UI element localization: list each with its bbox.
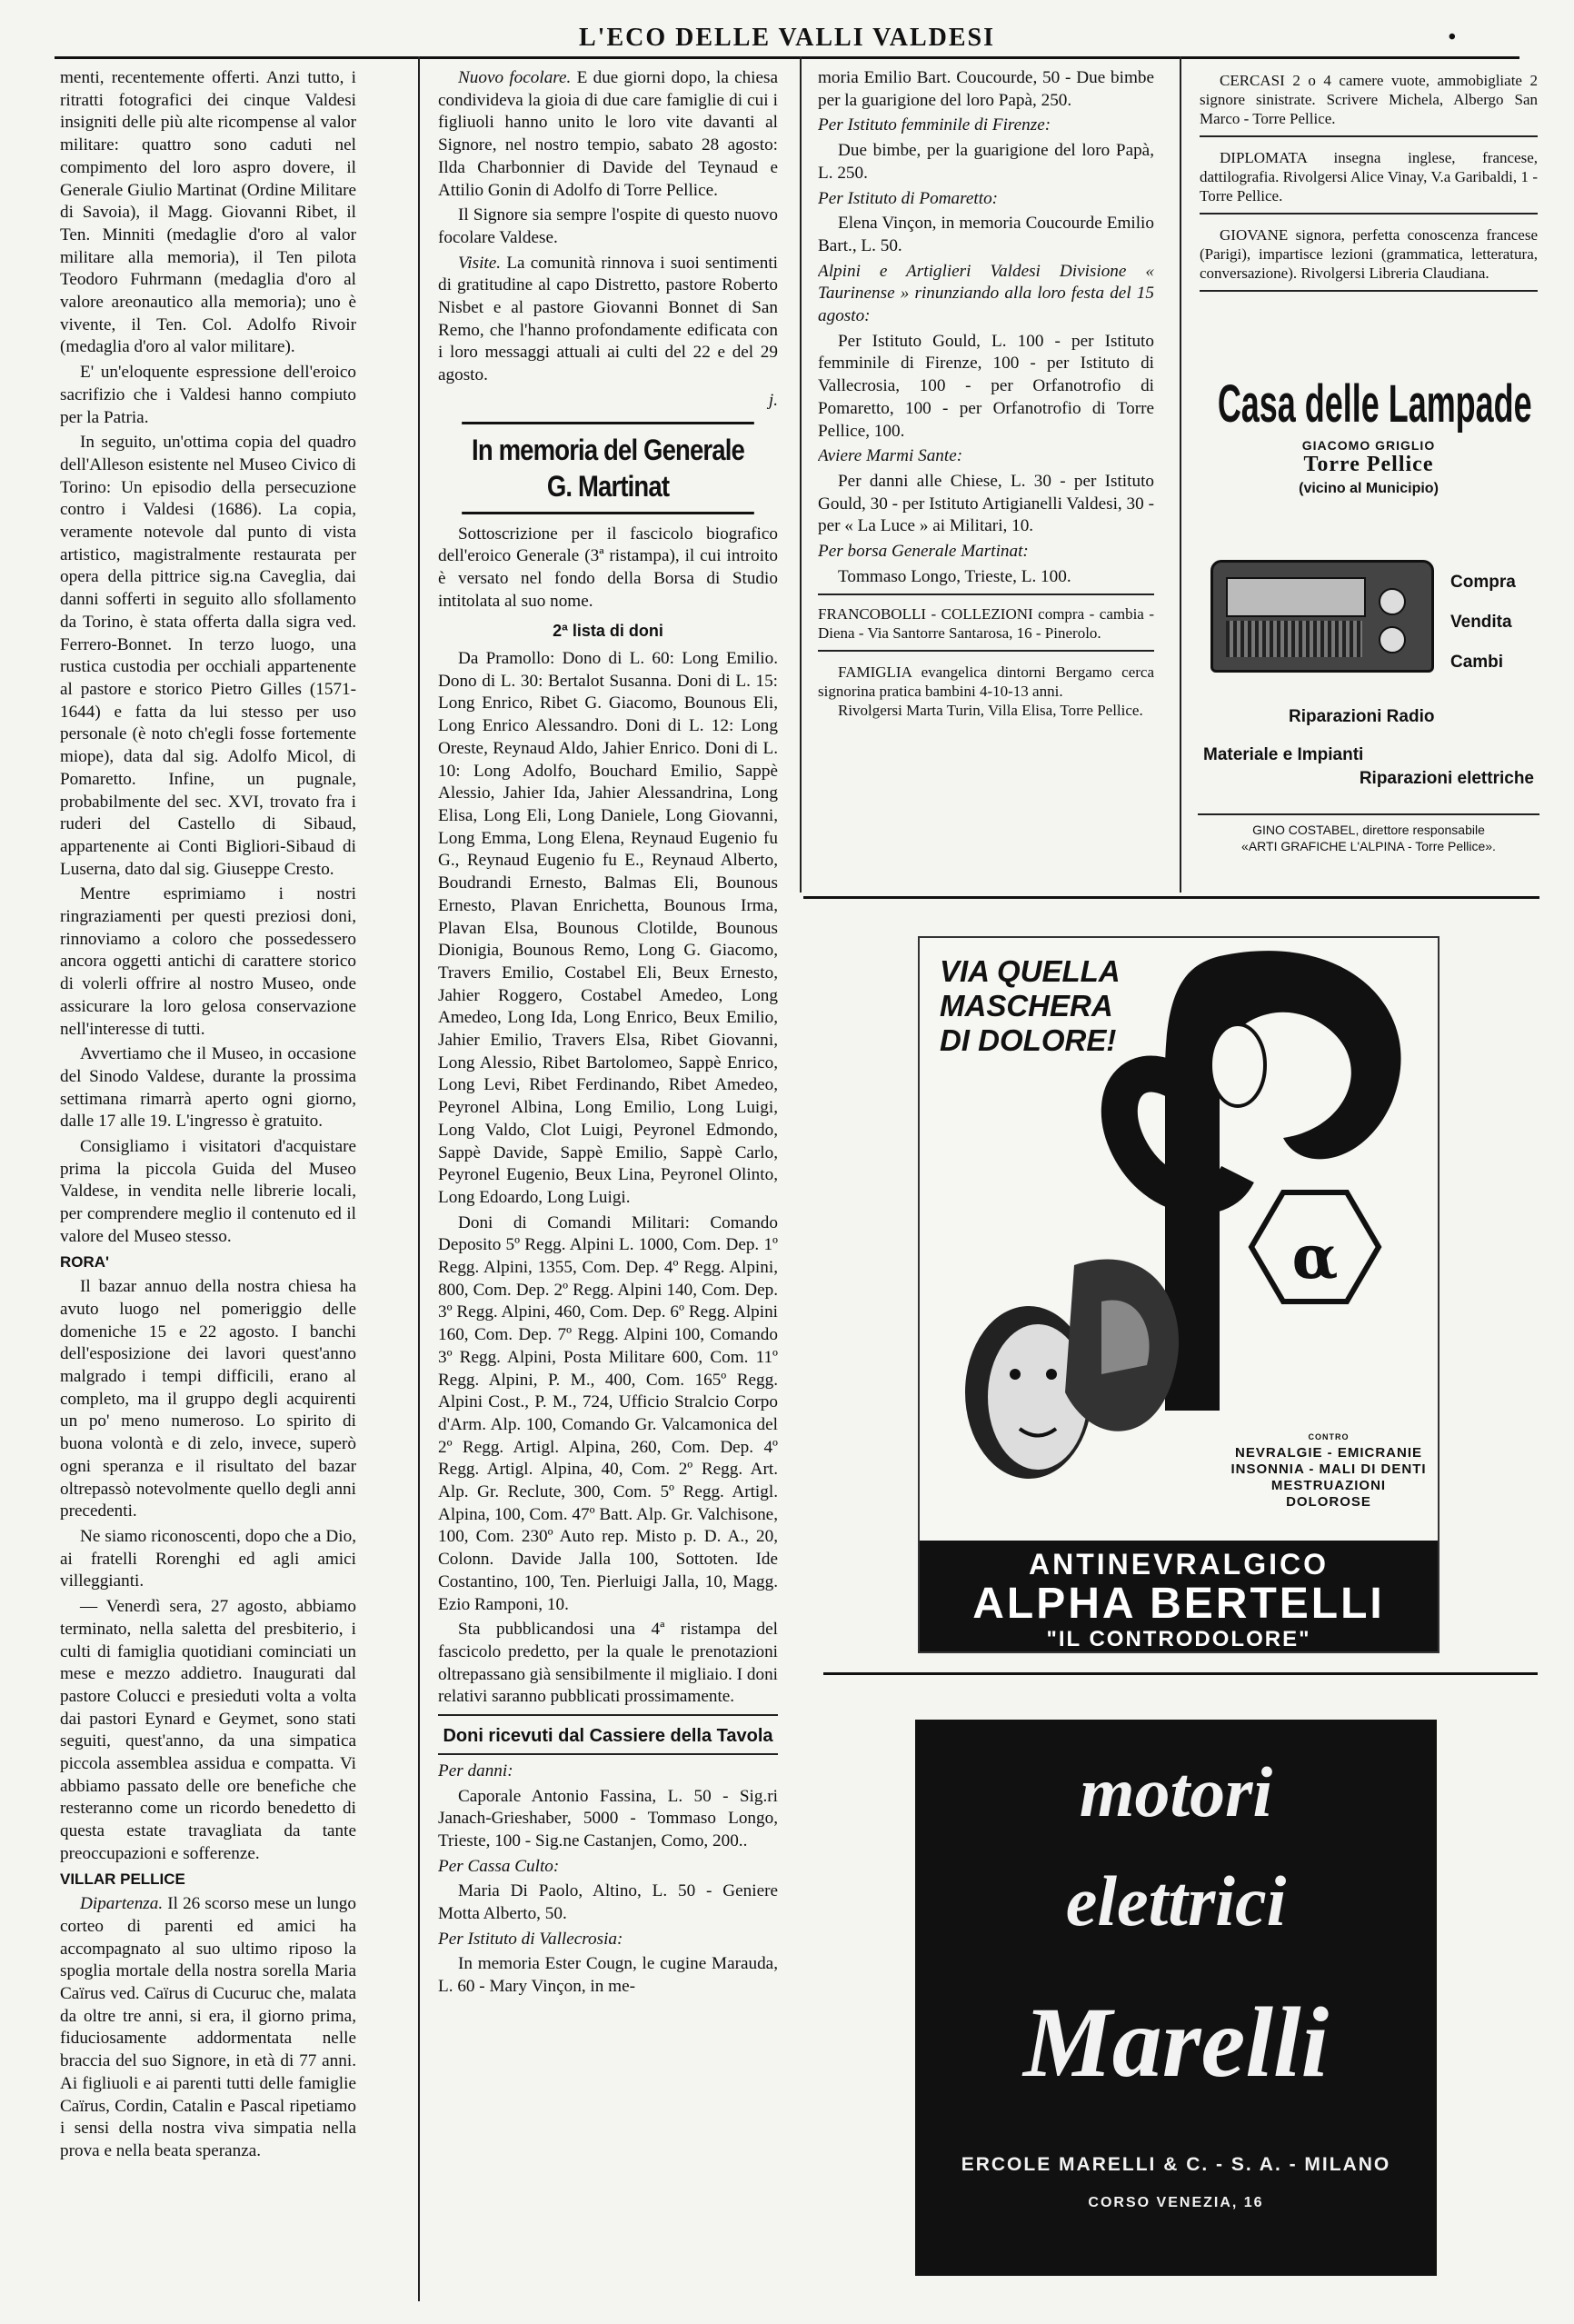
donation-entry: Maria Di Paolo, Altino, L. 50 - Geniere Motta Alberto, 50. [438,1881,778,1924]
lamp-ad-buy: Compra [1450,573,1516,592]
article-paragraph: In seguito, un'ottima copia del quadro dell'Alleson esistente nel Museo Civico di Torino: Un episodio della persecuzione contro i Valdesi (1686). La copia, veramente notevole dal punto di vista artistico, magistralmente restaurata per opera della pittrice sig.na Caveglia, dai danni sofferti in seguito allo sfollamento da Torino, è stata offerta dalla sigra ved. Ferrero-Bonnet. In terzo luogo, una rustica custodia per occhiali appartenente al pastore e storico Pietro Gilles (1571-1644) e fatta da lui stesso per uso personale (è noto ch'egli fosse fortemente miope), data dal sig. Adolfo Micol, di Pomaretto. Infine, un pugnale, probabilmente del sec. XVI, trovato fra i ruderi del Castello di Sibaud, appartenente ai Conti Bigliori-Sibaud di Luserna, dato dal sig. Giuseppe Cresto. [60,433,356,879]
radio-grille [1226,621,1362,657]
casa-delle-lampade-ad [1198,374,1539,802]
donation-category: Aviere Marmi Sante: [818,446,963,466]
lamp-ad-sell: Vendita [1450,613,1512,632]
section-rule [803,896,1539,899]
alpha-indications [1229,1429,1429,1511]
paragraph-lead: Nuovo focolare. [458,68,572,87]
paragraph-body: La comunità rinnova i suoi sentimenti di gratitudine al capo Distretto, pastore Roberto Nisbet e al pastore Giovanni Bonnet di San Remo, che l'hanno profondamente edificata con i loro messaggi attuali ai culti del 22 e del 29 agosto. [438,253,778,385]
classified-ad [1200,145,1538,214]
lamp-ad-address: (vicino al Municipio) [1299,481,1439,496]
treasurer-donations-heading: Doni ricevuti dal Cassiere della Tavola [443,1726,773,1747]
radio-dial [1226,577,1366,617]
radio-knob-icon [1379,588,1406,615]
donation-entry: In memoria Ester Cougn, le cugine Marauda, L. 60 - Mary Vinçon, in me- [438,1954,778,1997]
lamp-ad-owner: GIACOMO GRIGLIO [1301,438,1436,453]
donation-category: Alpini e Artiglieri Valdesi Divisione « Taurinense » rinunziando alla loro festa del 15 agosto: [818,261,1154,326]
classified-ad [818,601,1154,652]
martinat-banner-heading: In memoria del Generale G. Martinat [462,422,754,514]
donation-category: Per Cassa Culto: [438,1856,560,1876]
military-donations: Doni di Comandi Militari: Comando Deposito 5º Regg. Alpini L. 1000, Com. Dep. 1º Regg. Alpini, 1355, Com. Dep. 4º Regg. Alpini, 800, Com. Dep. 2º Regg. Alpini 140, Com. Dep. 3º Regg. Alpini, 460, Com. Dep. 6º Regg. Alpini 160, Com. Dep. 7º Regg. Alpini 100, Comando 3º Regg. Alpini, Posta Militare 600, Com. 11º Regg. Alpini, P. M., 400, Com. 165º Regg. Alpini Cost., P. M., 724, Ufficio Stralcio Corpo d'Arm. Alp. 100, Comando Gr. Valcamonica del 2º Regg. Artigl. Alpina, 260, Com. Dep. 4º Regg. Artigl. Alpina, 40, Com. 2º Regg. Art. Alp. Gr. Reclute, 300, Com. 5º Regg. Artigl. Alpina, 100, Com. 47º Batt. Alp. Gr. Valchisone, 100, Com. 230º Auto rep. Misto p. D. A., 20, Colonn. Davide Jalla 100, Sottoten. Ide Costantino, 100, Ten. Pierluigi Jalla, 10, Magg. Ezio Ramponi, 10. [438,1212,778,1614]
alpha-slogan: "IL CONTRODOLORE" [1046,1627,1311,1651]
donations-list-heading: 2ª lista di doni [553,622,663,641]
paragraph-lead: Visite. [458,253,502,273]
marelli-line-motori: motori [1079,1752,1273,1831]
article-paragraph: Il Signore sia sempre l'ospite di questo nuovo focolare Valdese. [438,205,778,247]
alpha-product-type: ANTINEVRALGICO [1029,1548,1329,1581]
column-2 [438,67,778,2294]
radio-illustration [1210,560,1434,673]
donation-entry: Caporale Antonio Fassina, L. 50 - Sig.ri Janach-Grieshaber, 5000 - Tommaso Longo, Trieste, 100 - Sig.ne Castanjen, Como, 200.. [438,1786,778,1850]
article-paragraph [438,253,778,387]
paragraph-lead: Dipartenza. [80,1894,164,1914]
section-rule [823,1672,1538,1675]
author-signature: j. [768,390,778,410]
alpha-headline-line: MASCHERA [940,989,1113,1022]
donation-entry: Per Istituto Gould, L. 100 - per Istituto femminile di Firenze, 100 - per Istituto di Vallecrosia, 100 - per Orfanotrofio di Pomaretto, 100 - per Orfanotrofio di Torre Pellice, 100. [818,331,1154,441]
donations-list: Da Pramollo: Dono di L. 60: Long Emilio. Dono di L. 30: Bertalot Susanna. Doni di L. 15: Long Enrico, Ribet G. Giacomo, Bounous Eli, Long Enrico Alessandro. Doni di L. 12: Long Oreste, Reynaud Aldo, Jahier Enrico. Doni di L. 10: Long Adolfo, Bouchard Emilio, Sappè Alessio, Jahier Ida, Jahier Alessandrina, Long Elisa, Long Eli, Long Daniele, Long Giovanni, Long Emma, Long Elena, Reynaud Eugenio fu G., Reynaud Eugenio fu E., Reynaud Alberto, Boudrandi Ernesto, Balmas Eli, Bounous Ernesto, Plavan Enrichetta, Bounous Irma, Plavan Elsa, Bounous Clotilde, Bounous Dionigia, Bounous Remo, Long G. Giacomo, Travers Emilio, Costabel Eli, Beux Ernesto, Jahier Roggero, Costabel Amedeo, Long Amedeo, Long Ida, Long Enrico, Beux Emilio, Jahier Emilio, Travers Elsa, Ribet Giovanni, Long Alessio, Ribet Bartolomeo, Sappè Enrico, Long Levi, Ribet Ferdinando, Ribet Amedeo, Peyronel Albina, Long Emilio, Long Luigi, Long Valdo, Clot Luigi, Peyronel Edmondo, Sappè Davide, Sappè Emilio, Sappè Carlo, Peyronel Eugenio, Beux Lina, Peyronel Olinto, Long Edoardo, Long Luigi. [438,649,778,1207]
alpha-indication-line: NEVRALGIE - EMICRANIE [1234,1445,1422,1461]
marelli-ad [915,1720,1437,2276]
donation-entry: Due bimbe, per la guarigione del loro Papà, L. 250. [818,141,1154,183]
alpha-headline-line: DI DOLORE! [940,1023,1117,1057]
article-paragraph: — Venerdì sera, 27 agosto, abbiamo terminato, nella saletta del presbiterio, i culti di famiglia quotidiani cominciati un mese e mezzo addietro. Inaugurati dal pastore Colucci e presieduti volta a volta dai pastori Eynard e Geymet, sono stati seguiti, quest'anno, da una simpatica piccola assemblea assidua e compatta. Vi abbiamo passato delle ore benefiche che resteranno come un ricordo benedetto di questa estate travagliata da tante preoccupazioni e sofferenze. [60,1597,356,1863]
classified-text: DIPLOMATA insegna inglese, francese, dattilografia. Rivolgersi Alice Vinay, V.a Garibaldi, 1 - Torre Pellice. [1200,149,1538,204]
classified-text: CERCASI 2 o 4 camere vuote, ammobigliate 2 signore sinistrate. Scrivere Michela, Albergo San Marco - Torre Pellice. [1200,72,1538,127]
article-paragraph: Consigliamo i visitatori d'acquistare prima la piccola Guida del Museo Valdese, in vendita nelle librerie locali, per comprendere meglio il contenuto ed il valore del Museo stesso. [60,1137,356,1246]
column-rule [800,56,802,893]
article-paragraph [438,67,778,202]
page-header [55,20,1519,59]
masthead-title: L'ECO DELLE VALLI VALDESI [579,24,995,52]
alpha-product-band [920,1541,1438,1651]
lamp-ad-town: Torre Pellice [1303,453,1434,476]
donation-entry: Elena Vinçon, in memoria Coucourde Emilio Bart., L. 50. [818,214,1154,255]
classified-text: Rivolgersi Marta Turin, Villa Elisa, Torre Pellice. [838,702,1143,720]
donation-entry: Per danni alle Chiese, L. 30 - per Istituto Gould, 30 - per Istituto Artigianelli Valdesi, 30 - per « La Luce » ai Militari, 10. [818,471,1154,536]
classified-text: FAMIGLIA evangelica dintorni Bergamo cerca signorina pratica bambini 4-10-13 anni. [818,663,1154,701]
article-paragraph: Il bazar annuo della nostra chiesa ha avuto luogo nel pomeriggio delle domeniche 15 e 22 agosto. I banchi dell'esposizione dei lavori quest'anno malgrado i tempi difficili, erano al completo, ma il gruppo degli acquirenti un po' meno numeroso. Lo spirito di buona volontà e di zelo, invece, superò ogni speranza e il risultato del bazar oltrepassò notevolmente quello degli anni precedenti. [60,1277,356,1521]
divider [818,593,1154,595]
article-paragraph: Ne siamo riconoscenti, dopo che a Dio, ai fratelli Rorenghi ed agli amici villeggianti. [60,1527,356,1591]
article-paragraph: Sottoscrizione per il fascicolo biografico dell'eroico Generale (3ª ristampa), il cui introito è versato nel fondo della Borsa di Studio intitolata al suo nome. [438,524,778,611]
page-mark: • [1448,25,1456,49]
alpha-headline-line: VIA QUELLA [940,954,1121,988]
article-paragraph: Mentre esprimiamo i nostri ringraziamenti per questi preziosi doni, rinnoviamo a coloro che possedessero ancora oggetti antichi di carattere storico di volerli offrire al nostro Museo, onde assicurare la loro gelosa conservazione nell'interesse di tutti. [60,884,356,1039]
radio-knob-icon [1379,626,1406,653]
lamp-ad-exchange: Cambi [1450,653,1504,672]
alpha-indication-line: MESTRUAZIONI DOLOROSE [1270,1478,1387,1510]
column-rule [1180,56,1181,893]
marelli-brand: Marelli [1022,1987,1330,2098]
marelli-company: ERCOLE MARELLI & C. - S. A. - MILANO [961,2154,1391,2175]
divider [438,1753,778,1755]
alpha-contro: CONTRO [1308,1432,1350,1441]
divider [438,1714,778,1716]
article-paragraph: Avvertiamo che il Museo, in occasione del Sinodo Valdese, durante la prossima settimana rimarrà aperto ogni giorno, dalle 17 alle 19. L'ingresso è gratuito. [60,1044,356,1132]
director-credit: GINO COSTABEL, direttore responsabile [1252,823,1485,837]
classified-ad [1200,67,1538,137]
lamp-ad-materials: Materiale e Impianti [1203,745,1364,764]
imprint [1198,813,1539,855]
marelli-line-elettrici: elettrici [1065,1861,1287,1940]
donation-category: Per Istituto di Vallecrosia: [438,1929,623,1949]
alpha-indication-line: INSONNIA - MALI DI DENTI [1230,1461,1427,1477]
donation-category: Per danni: [438,1760,513,1780]
article-paragraph [60,1893,356,2162]
lamp-ad-radio-repair: Riparazioni Radio [1289,707,1435,726]
classified-text: GIOVANE signora, perfetta conoscenza francese (Parigi), impartisce lezioni (grammatica, letteratura, conversazione). Rivolgersi Libreria Claudiana. [1200,226,1538,282]
donation-category: Per borsa Generale Martinat: [818,542,1029,562]
donation-entry: moria Emilio Bart. Coucourde, 50 - Due bimbe per la guarigione del loro Papà, 250. [818,68,1154,110]
column-3 [818,67,1154,885]
column-1 [60,67,356,2285]
classified-ad [818,659,1154,727]
printer-credit: «ARTI GRAFICHE L'ALPINA - Torre Pellice». [1241,839,1496,853]
marelli-address: CORSO VENEZIA, 16 [1088,2195,1264,2210]
alpha-logo-icon: α [1291,1222,1339,1292]
article-paragraph: Sta pubblicandosi una 4ª ristampa del fascicolo predetto, per la quale le prenotazioni oltrepassano già sensibilmente il migliaio. I doni relativi saranno pubblicati prossimamente. [438,1620,778,1707]
article-paragraph: E' un'eloquente espressione dell'eroico sacrifizio che i Valdesi hanno compiuto per la Patria. [60,363,356,427]
article-paragraph: menti, recentemente offerti. Anzi tutto, i ritratti fotografici dei cinque Valdesi insigniti delle più alte ricompense al valor militare: quattro sono caduti nel compimento del loro aspro dovere, il Generale Giulio Martinat (Ordine Militare di Savoia), il Magg. Giovanni Ribet, il Ten. Minniti (medaglie d'oro al valor militare alla memoria), il Ten pilota Teodoro Fuhrmann (medaglia d'oro al valore areonautico alla memoria); uno è vivente, il Ten. Col. Adolfo Rivoir (medaglia d'oro al valor militare). [60,68,356,357]
alpha-product-name: ALPHA BERTELLI [972,1580,1385,1628]
column-rule [418,56,420,2301]
classified-ad [1200,222,1538,292]
paragraph-body: E due giorni dopo, la chiesa condivideva la gioia di due care famiglie di cui i figliuoli hanno unito le loro vite davanti al Signore, nel nostro tempio, sabato 28 agosto: Ilda Charbonnier di Davide del Teynaud e Attilio Gonin di Adolfo di Torre Pellice. [438,68,778,200]
lamp-ad-title: Casa delle Lampade [1217,374,1532,434]
lamp-ad-electric-repair: Riparazioni elettriche [1359,769,1534,788]
alpha-bertelli-ad [918,936,1440,1653]
donation-category: Per Istituto femminile di Firenze: [818,115,1051,135]
classified-text: FRANCOBOLLI - COLLEZIONI compra - cambia - Diena - Via Santorre Santarosa, 16 - Pinerolo. [818,605,1154,643]
paragraph-body: Il 26 scorso mese un lungo corteo di parenti ed amici ha accompagnato al suo ultimo riposo la spoglia mortale della nostra sorella Maria Caïrus ved. Caïrus di Cucuruc che, malata da oltre tre anni, si era, il giorno prima, fiduciosamente addormentata nelle braccia del suo Signore, in età di 77 anni. Ai figliuoli e ai parenti tutti delle famiglie Caïrus, Cordin, Catalin e Pascal ripetiamo i sensi della nostra viva simpatia nella prova e nella beata speranza. [60,1894,356,2160]
donation-entry: Tommaso Longo, Trieste, L. 100. [838,566,1071,586]
donation-category: Per Istituto di Pomaretto: [818,188,999,208]
section-heading-villar-pellice: VILLAR PELLICE [60,1870,185,1888]
section-heading-rora: RORA' [60,1252,110,1271]
